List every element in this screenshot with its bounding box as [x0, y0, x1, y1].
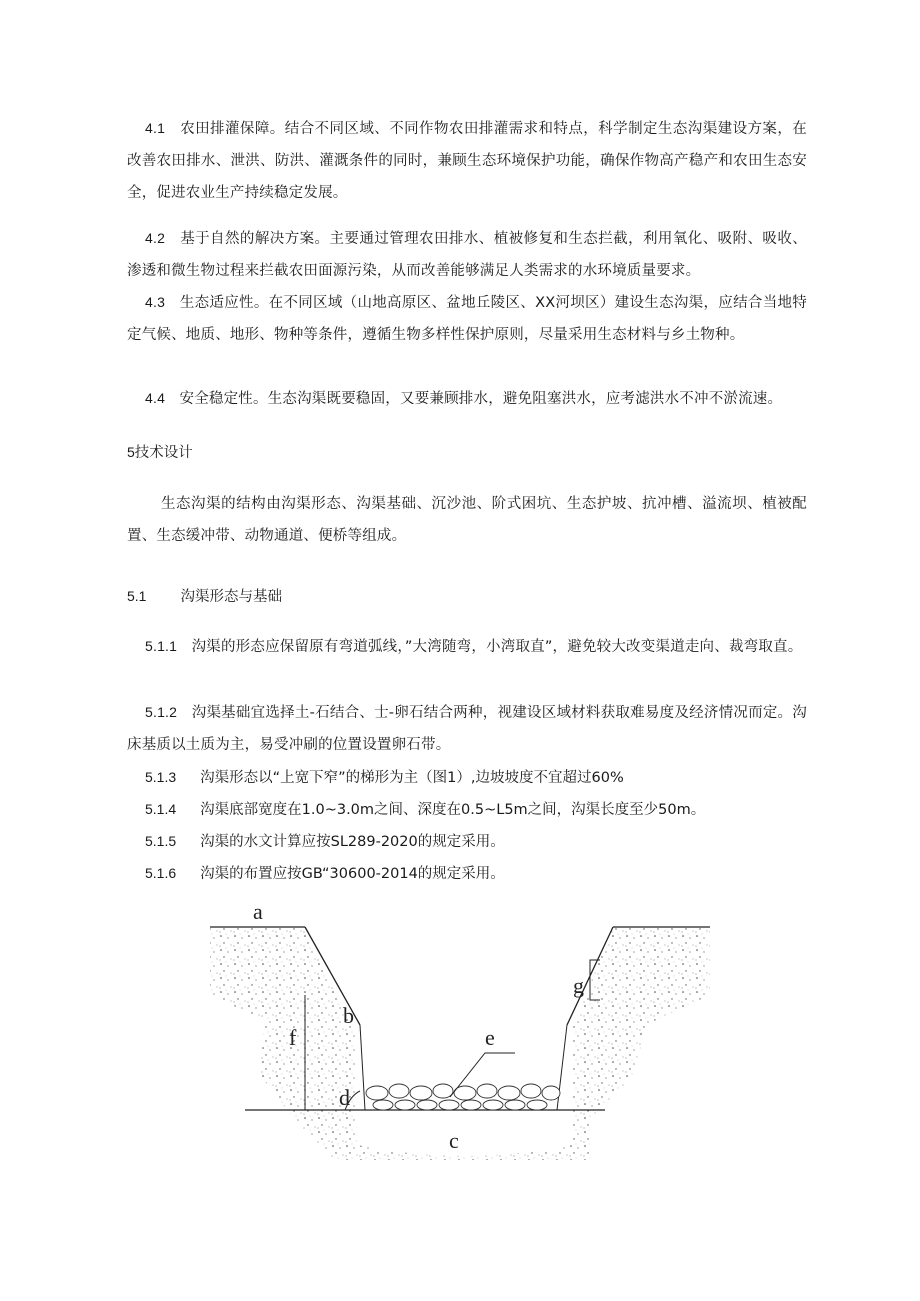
heading-text: 技术设计 — [134, 445, 193, 461]
cobble-layer — [366, 1084, 560, 1110]
paragraph-text: 安全稳定性。生态沟渠既要稳固，又要兼顾排水，避免阻塞洪水，应考滤洪水不冲不淤流速。 — [179, 391, 783, 407]
label-b: b — [343, 1003, 354, 1028]
paragraph-text: 基于自然的解决方案。主要通过管理农田排水、植被修复和生态拦截，利用氧化、吸附、吸收、渗透和微生物过程来拦截农田面源污染，从而改善能够满足人类需求的水环境质量要求。 — [127, 231, 807, 279]
paragraph-5-intro — [127, 488, 807, 552]
paragraph-5-1-5 — [145, 831, 505, 852]
soil-body — [210, 927, 710, 1160]
paragraph-5-1-2 — [127, 696, 807, 761]
paragraph-number: 5.1.1 — [145, 638, 178, 654]
paragraph-number: 4.1 — [145, 120, 166, 136]
section-heading-5-1 — [127, 586, 282, 607]
paragraph-number: 5.1.6 — [145, 865, 177, 881]
ditch-cross-section-figure — [205, 905, 715, 1175]
paragraph-4-2 — [127, 222, 807, 287]
paragraph-number: 4.3 — [145, 294, 166, 310]
paragraph-text: 沟渠基础宜选择土-石结合、士-卵石结合两种，视建设区域材料获取难易度及经济情况而定。沟床基质以土质为主，易受冲刷的位置设置卵石带。 — [127, 705, 807, 753]
ditch-diagram-svg — [205, 905, 715, 1175]
paragraph-number: 5.1.4 — [145, 801, 177, 817]
paragraph-4-4 — [127, 382, 807, 415]
label-a: a — [253, 905, 263, 924]
label-e: e — [485, 1025, 495, 1050]
paragraph-number: 5.1.5 — [145, 833, 177, 849]
label-g: g — [573, 973, 584, 998]
paragraph-number: 5.1.3 — [145, 769, 177, 785]
paragraph-text: 农田排灌保障。结合不同区域、不同作物农田排灌需求和特点，科学制定生态沟渠建设方案，在改善农田排水、泄洪、防洪、灌溉条件的同时，兼顾生态环境保护功能，确保作物高产稳产和农田生态安全，促进农业生产持续稳定发展。 — [127, 121, 807, 201]
heading-number: 5.1 — [127, 588, 147, 604]
paragraph-number: 5.1.2 — [145, 704, 178, 720]
paragraph-5-1-6 — [145, 863, 505, 884]
label-d: d — [339, 1085, 350, 1110]
label-f: f — [289, 1025, 297, 1050]
paragraph-5-1-4 — [145, 799, 705, 820]
left-slope-lower — [360, 1025, 365, 1110]
paragraph-5-1-1 — [127, 630, 807, 663]
paragraph-number: 4.2 — [145, 230, 166, 246]
paragraph-text: 生态沟渠的结构由沟渠形态、沟渠基础、沉沙池、阶式困坑、生态护坡、抗冲槽、溢流坝、植被配置、生态缓冲带、动物通道、便桥等组成。 — [127, 496, 807, 544]
paragraph-4-3 — [127, 286, 807, 351]
paragraph-text: 沟渠的形态应保留原有弯道弧线，”大湾随弯，小湾取直”，避免较大改变渠道走向、裁弯取直。 — [191, 639, 803, 655]
paragraph-text: 沟渠底部宽度在1.0~3.0m之间、深度在0.5~L5m之间，沟渠长度至少50m。 — [200, 802, 706, 818]
paragraph-5-1-3 — [145, 767, 624, 788]
paragraph-text: 沟渠的水文计算应按SL289-2020的规定采用。 — [200, 834, 505, 850]
paragraph-text: 生态适应性。在不同区域（山地高原区、盆地丘陵区、XX河坝区）建设生态沟渠，应结合当地特定气候、地质、地形、物种等条件，遵循生物多样性保护原则，尽量采用生态材料与乡土物种。 — [127, 295, 807, 343]
section-heading-5 — [127, 442, 193, 463]
paragraph-4-1 — [127, 112, 807, 209]
heading-number: 5 — [127, 444, 135, 460]
label-c: c — [449, 1128, 459, 1153]
paragraph-number: 4.4 — [145, 390, 166, 406]
paragraph-text: 沟渠形态以“上宽下窄”的梯形为主（图1）,边坡坡度不宜超过60% — [200, 770, 624, 786]
heading-text: 沟渠形态与基础 — [180, 589, 282, 605]
paragraph-text: 沟渠的布置应按GB“30600-2014的规定采用。 — [200, 866, 505, 882]
